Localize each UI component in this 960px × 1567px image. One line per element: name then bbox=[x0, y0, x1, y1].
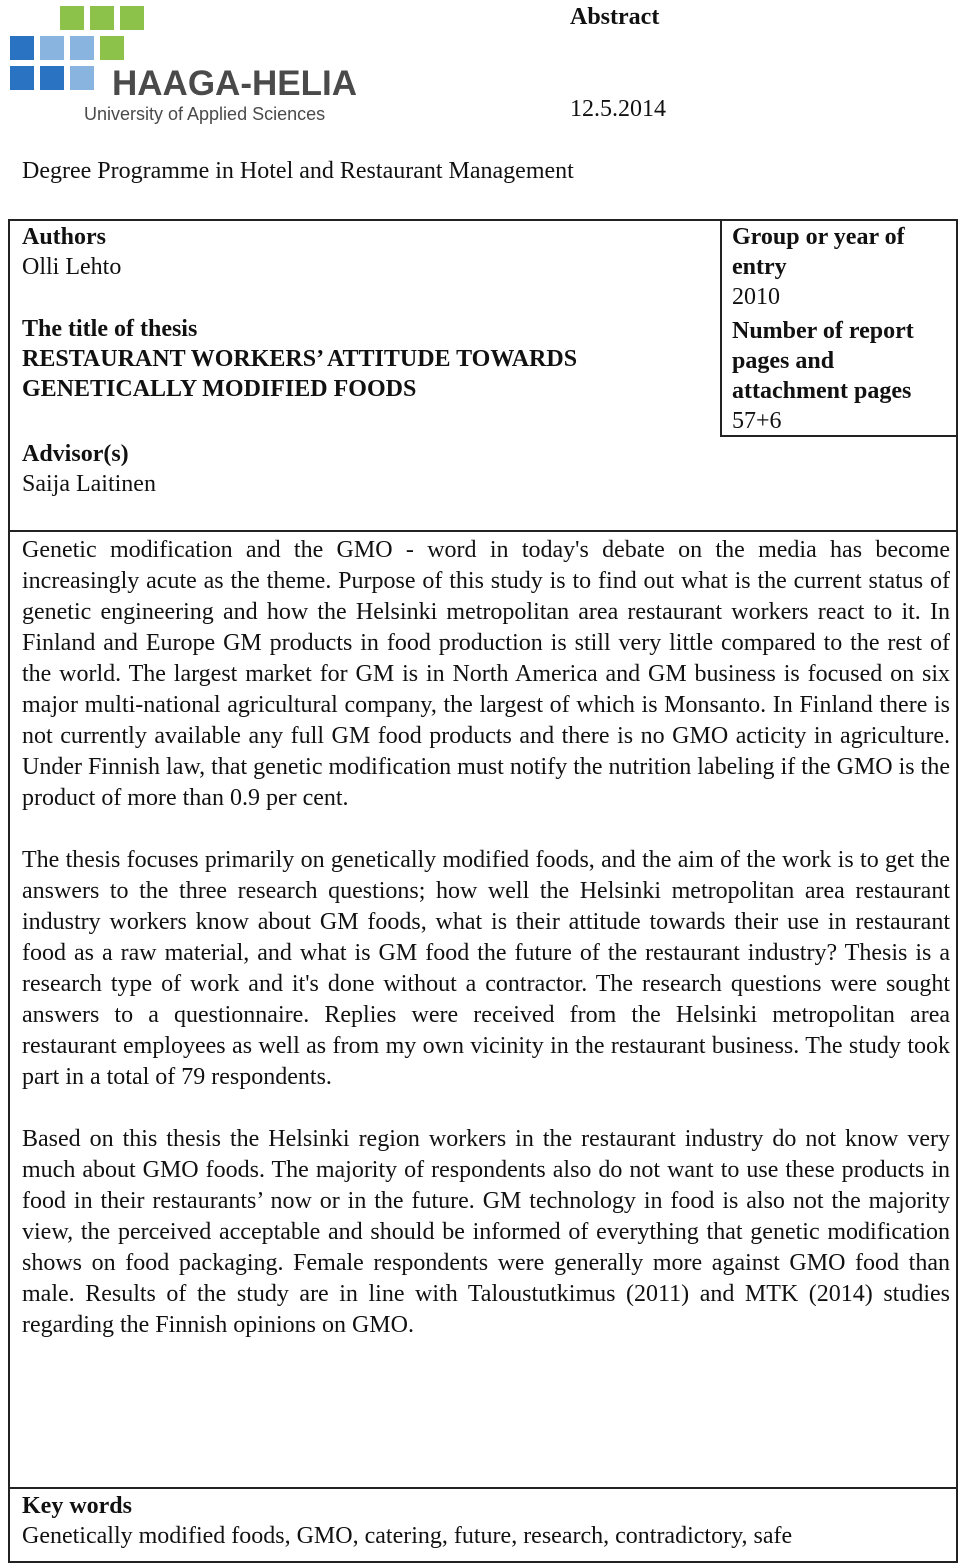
abstract-paragraph: Based on this thesis the Helsinki region workers in the restaurant industry do not know very much about GMO foods. The majority of respondents also do not want to use these products in food in their restaurants’ now or in the future. GM technology in food is also not the majority view, the perceived acceptable and should be informed of everything that genetic modification shows on food packaging. Female respondents were generally more against GMO food than male. Results of the study are in line with Taloustutkimus (2011) and MTK (2014) studies regarding the Finnish opinions on GMO. bbox=[22, 1126, 950, 1338]
group-label: Group or year of entry bbox=[732, 224, 905, 280]
logo-name: HAAGA-HELIA bbox=[112, 64, 357, 103]
thesis-title-label: The title of thesis bbox=[22, 316, 198, 342]
entry-info bbox=[732, 222, 954, 436]
university-logo bbox=[8, 4, 368, 130]
advisor-value: Saija Laitinen bbox=[22, 471, 156, 497]
keywords-label: Key words bbox=[22, 1493, 132, 1519]
group-value: 2010 bbox=[732, 284, 780, 310]
abstract-body bbox=[22, 535, 950, 1372]
keywords-divider bbox=[8, 1487, 958, 1489]
document-date: 12.5.2014 bbox=[570, 96, 666, 122]
thesis-title-value: RESTAURANT WORKERS’ ATTITUDE TOWARDS GENETICALLY MODIFIED FOODS bbox=[22, 346, 578, 402]
thesis-info bbox=[22, 222, 712, 499]
degree-programme: Degree Programme in Hotel and Restaurant Management bbox=[22, 158, 574, 184]
authors-label: Authors bbox=[22, 224, 107, 250]
keywords-section bbox=[22, 1491, 952, 1551]
document-type-heading: Abstract bbox=[570, 4, 660, 30]
info-divider bbox=[8, 530, 958, 532]
keywords-value: Genetically modified foods, GMO, catering, future, research, contradictory, safe bbox=[22, 1523, 793, 1549]
pages-label: Number of report pages and attachment pages bbox=[732, 318, 914, 404]
logo-subtitle: University of Applied Sciences bbox=[84, 104, 326, 124]
abstract-paragraph: The thesis focuses primarily on genetically modified foods, and the aim of the work is to get the answers to the three research questions; how well the Helsinki metropolitan area restaurant industry workers know about GM foods, what is their attitude towards their use in restaurant food as a raw material, and what is GM food the future of the restaurant industry? Thesis is a research type of work and it's done without a contractor. The research questions were sought answers to a questionnaire. Replies were received from the Helsinki metropolitan area restaurant employees as well as from my own vicinity in the restaurant business. The study took part in a total of 79 respondents. bbox=[22, 847, 950, 1090]
abstract-paragraph: Genetic modification and the GMO - word in today's debate on the media has become increasingly acute as the theme. Purpose of this study is to find out what is the current status of genetic engineering and how the Helsinki metropolitan area restaurant workers react to it. In Finland and Europe GM products in food production is still very little compared to the rest of the world. The largest market for GM is in North America and GM business is focused on six major multi-national agricultural company, the largest of which is Monsanto. In Finland there is not currently available any full GM food products and there is no GMO acticity in agriculture. Under Finnish law, that genetic modification must notify the nutrition labeling if the GMO is the product of more than 0.9 per cent. bbox=[22, 537, 950, 811]
authors-value: Olli Lehto bbox=[22, 254, 122, 280]
pages-value: 57+6 bbox=[732, 408, 782, 434]
advisor-label: Advisor(s) bbox=[22, 441, 129, 467]
column-divider bbox=[720, 219, 722, 436]
